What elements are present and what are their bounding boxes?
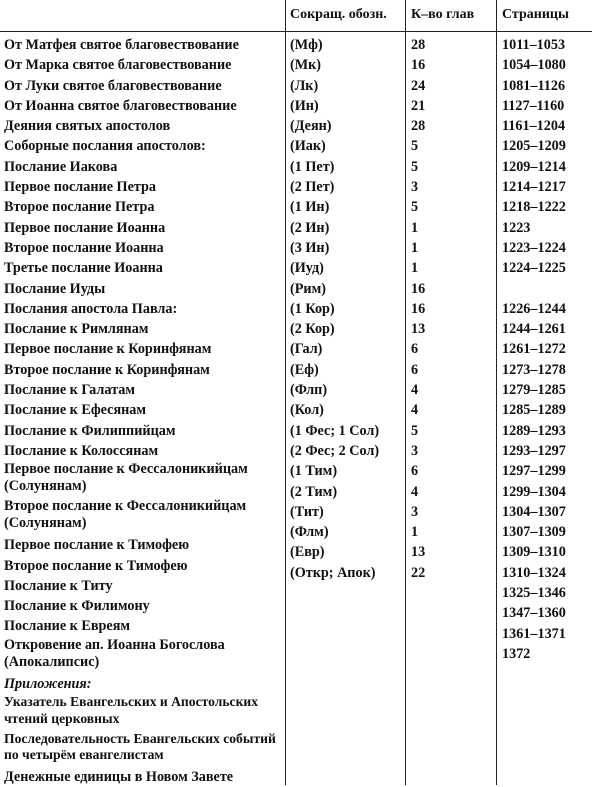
chapter-count: 4 bbox=[411, 483, 419, 500]
abbreviation: (2 Фес; 2 Сол) bbox=[290, 442, 380, 459]
abbreviation: (Иуд) bbox=[290, 260, 324, 277]
book-name: Первое послание Иоанна bbox=[4, 219, 166, 236]
page-range: 1309–1310 bbox=[502, 544, 566, 561]
chapter-count: 1 bbox=[411, 239, 419, 256]
chapter-count: 6 bbox=[411, 341, 419, 358]
book-name: Второе послание Иоанна bbox=[4, 239, 164, 256]
book-name: Послание к Филимону bbox=[4, 598, 150, 615]
page-range: 1304–1307 bbox=[502, 503, 566, 520]
header-abbreviation: Сокращ. обозн. bbox=[290, 7, 387, 22]
book-name: Первое послание к Фессалоникийцам (Солунянам) bbox=[4, 461, 248, 495]
abbreviation: (Ин) bbox=[290, 97, 319, 114]
book-name: Первое послание к Тимофею bbox=[4, 537, 190, 554]
abbreviation: (Иак) bbox=[290, 138, 326, 155]
page-range: 1205–1209 bbox=[502, 138, 566, 155]
page-range: 1325–1346 bbox=[502, 585, 566, 602]
page-range: 1347–1360 bbox=[502, 605, 566, 622]
page-range: 1372 bbox=[502, 645, 531, 662]
chapter-count: 3 bbox=[411, 442, 419, 459]
chapter-count: 3 bbox=[411, 503, 419, 520]
column-divider-3 bbox=[496, 0, 497, 785]
page-range: 1279–1285 bbox=[502, 382, 566, 399]
column-divider-2 bbox=[405, 0, 406, 785]
book-name: От Марка святое благовествование bbox=[4, 57, 232, 74]
page-range: 1273–1278 bbox=[502, 361, 566, 378]
book-name: Второе послание к Тимофею bbox=[4, 557, 188, 574]
chapter-count: 4 bbox=[411, 402, 419, 419]
page-range: 1299–1304 bbox=[502, 483, 566, 500]
book-name: Соборные послания апостолов: bbox=[4, 138, 206, 155]
book-name: Послание к Ефесянам bbox=[4, 402, 147, 419]
book-name: Указатель Евангельских и Апостольских чтений церковных bbox=[4, 694, 259, 726]
book-names-column bbox=[4, 35, 282, 787]
book-name: Приложения: bbox=[4, 675, 92, 692]
chapter-count: 3 bbox=[411, 179, 419, 196]
chapter-count: 6 bbox=[411, 463, 419, 480]
abbreviation: (Флм) bbox=[290, 524, 329, 541]
abbreviation: (Евр) bbox=[290, 544, 325, 561]
chapter-count: 13 bbox=[411, 544, 426, 561]
book-name: Денежные единицы в Новом Завете bbox=[4, 769, 234, 786]
abbreviation: (Гал) bbox=[290, 341, 323, 358]
abbreviation: (2 Кор) bbox=[290, 321, 335, 338]
book-name: Послание Иакова bbox=[4, 158, 118, 175]
chapter-count: 1 bbox=[411, 219, 419, 236]
abbreviation: (Мк) bbox=[290, 57, 322, 74]
page-range: 1214–1217 bbox=[502, 179, 566, 196]
chapter-count: 16 bbox=[411, 300, 426, 317]
book-name: От Матфея святое благовествование bbox=[4, 37, 239, 53]
page-range: 1081–1126 bbox=[502, 77, 566, 94]
page-range: 1223–1224 bbox=[502, 239, 566, 256]
abbreviation: (3 Ин) bbox=[290, 239, 330, 256]
header-pages: Страницы bbox=[502, 7, 569, 22]
book-name: Послание к Римлянам bbox=[4, 321, 149, 338]
abbreviation: (1 Тим) bbox=[290, 463, 338, 480]
chapter-count: 5 bbox=[411, 422, 419, 439]
abbreviation: (Деян) bbox=[290, 118, 332, 135]
book-name: Первое послание к Коринфянам bbox=[4, 341, 212, 358]
abbreviation: (Откр; Апок) bbox=[290, 564, 376, 581]
abbreviation: (2 Ин) bbox=[290, 219, 330, 236]
page-range: 1307–1309 bbox=[502, 524, 566, 541]
page-range: 1127–1160 bbox=[502, 97, 565, 114]
book-name: Последовательность Евангельских событий по четырём евангелистам bbox=[4, 730, 276, 763]
chapter-count: 4 bbox=[411, 382, 419, 399]
page-range: 1209–1214 bbox=[502, 158, 566, 175]
page-ranges-column bbox=[502, 35, 590, 664]
chapter-count: 28 bbox=[411, 118, 426, 135]
chapter-counts-column bbox=[411, 35, 493, 583]
chapter-count: 1 bbox=[411, 524, 419, 541]
page-range: 1310–1324 bbox=[502, 564, 566, 581]
book-name: Третье послание Иоанна bbox=[4, 260, 163, 277]
book-name: Первое послание Петра bbox=[4, 179, 156, 196]
header-divider bbox=[0, 31, 592, 32]
abbreviation: (Флп) bbox=[290, 382, 328, 399]
chapter-count: 22 bbox=[411, 564, 426, 581]
book-name: Послание к Титу bbox=[4, 577, 113, 594]
page-range: 1244–1261 bbox=[502, 321, 566, 338]
page-range: 1224–1225 bbox=[502, 260, 566, 277]
abbreviation: (Кол) bbox=[290, 402, 324, 419]
page-range bbox=[502, 279, 590, 299]
book-name: Второе послание Петра bbox=[4, 199, 155, 216]
book-name: Откровение ап. Иоанна Богослова (Апокалипсис) bbox=[4, 636, 225, 670]
chapter-count: 5 bbox=[411, 138, 419, 155]
chapter-count: 16 bbox=[411, 280, 426, 297]
page-range: 1161–1204 bbox=[502, 118, 566, 135]
book-name: Послание к Филиппийцам bbox=[4, 422, 176, 439]
abbreviation: (1 Пет) bbox=[290, 158, 335, 175]
chapter-count: 5 bbox=[411, 158, 419, 175]
chapter-count: 5 bbox=[411, 199, 419, 216]
book-name: Деяния святых апостолов bbox=[4, 118, 171, 135]
abbreviation: (Тит) bbox=[290, 503, 324, 520]
book-name: Послание к Галатам bbox=[4, 382, 135, 399]
book-name: Послание к Евреям bbox=[4, 618, 131, 635]
chapter-count: 6 bbox=[411, 361, 419, 378]
chapter-count: 1 bbox=[411, 260, 419, 277]
book-name: Послание Иуды bbox=[4, 280, 106, 297]
abbreviation: (1 Ин) bbox=[290, 199, 330, 216]
abbreviation: (Лк) bbox=[290, 77, 319, 94]
page-range: 1293–1297 bbox=[502, 442, 566, 459]
book-name: От Иоанна святое благовествование bbox=[4, 97, 237, 114]
chapter-count: 21 bbox=[411, 97, 426, 114]
abbreviation: (Мф) bbox=[290, 37, 323, 53]
chapter-count: 13 bbox=[411, 321, 426, 338]
book-name: От Луки святое благовествование bbox=[4, 77, 222, 94]
page-range: 1223 bbox=[502, 219, 531, 236]
book-name: Послания апостола Павла: bbox=[4, 300, 178, 317]
page-range: 1261–1272 bbox=[502, 341, 566, 358]
page-range: 1285–1289 bbox=[502, 402, 566, 419]
abbreviations-column bbox=[290, 35, 402, 583]
page-range: 1297–1299 bbox=[502, 463, 566, 480]
abbreviation: (Еф) bbox=[290, 361, 319, 378]
page-range: 1218–1222 bbox=[502, 199, 566, 216]
page-range: 1054–1080 bbox=[502, 57, 566, 74]
column-divider-1 bbox=[285, 0, 286, 785]
abbreviation: (2 Тим) bbox=[290, 483, 338, 500]
book-name: Второе послание к Фессалоникийцам (Солунянам) bbox=[4, 498, 247, 532]
abbreviation: (1 Фес; 1 Сол) bbox=[290, 422, 380, 439]
chapter-count: 24 bbox=[411, 77, 426, 94]
chapter-count: 28 bbox=[411, 37, 426, 53]
abbreviation: (1 Кор) bbox=[290, 300, 335, 317]
chapter-count: 16 bbox=[411, 57, 426, 74]
page-range: 1289–1293 bbox=[502, 422, 566, 439]
page-range: 1226–1244 bbox=[502, 300, 566, 317]
book-name: Второе послание к Коринфянам bbox=[4, 361, 210, 378]
abbreviation: (2 Пет) bbox=[290, 179, 335, 196]
page-range: 1361–1371 bbox=[502, 625, 566, 642]
page-range: 1011–1053 bbox=[502, 37, 566, 53]
header-chapters: К–во глав bbox=[411, 7, 475, 22]
abbreviation: (Рим) bbox=[290, 280, 326, 297]
book-name: Послание к Колоссянам bbox=[4, 442, 159, 459]
